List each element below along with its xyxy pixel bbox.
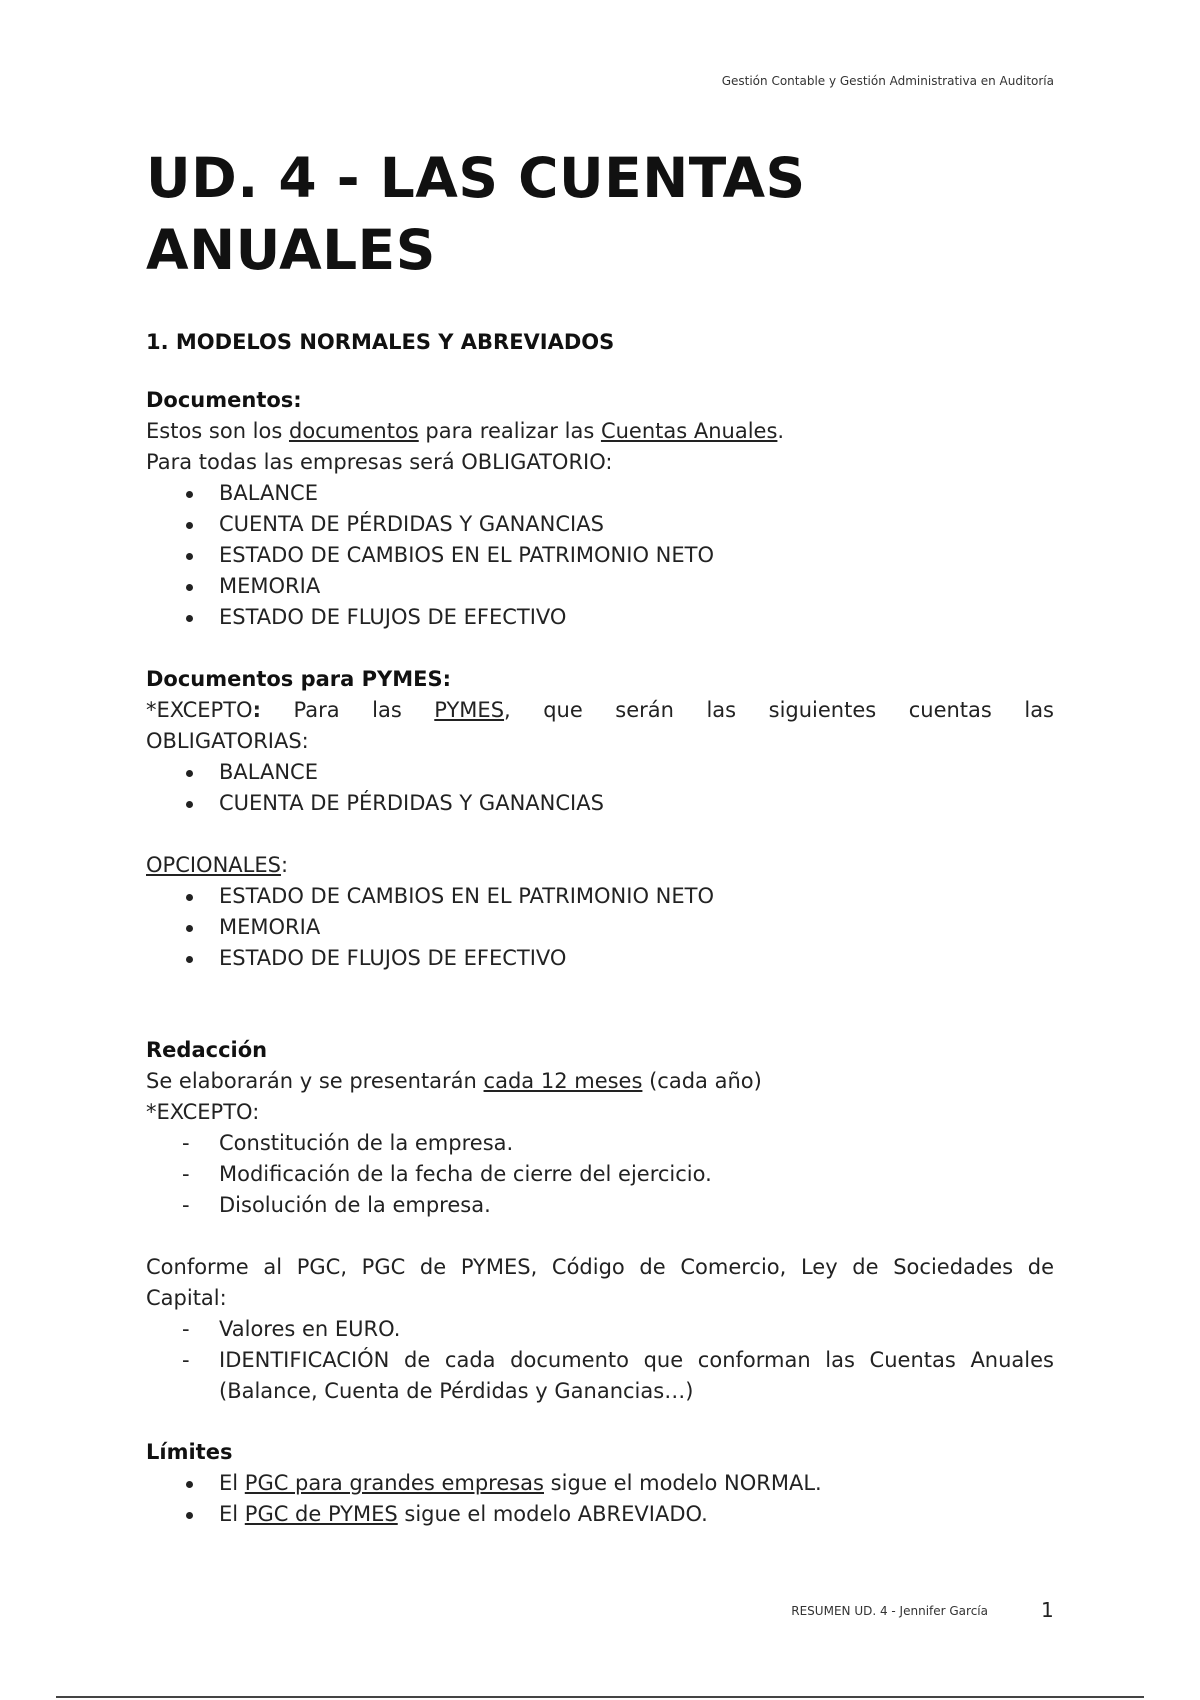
conforme-list	[146, 1314, 1054, 1407]
list-item: - IDENTIFICACIÓN de cada documento que conforman las Cuentas Anuales (Balance, Cuenta de Pérdidas y Ganancias…)	[146, 1345, 1054, 1407]
conforme-line-2: Capital:	[146, 1286, 227, 1310]
redaccion-excepto: *EXCEPTO:	[146, 1100, 260, 1124]
redaccion-heading: Redacción	[146, 1038, 268, 1062]
footer-text: RESUMEN UD. 4 - Jennifer García	[791, 1604, 988, 1618]
list-item: ESTADO DE CAMBIOS EN EL PATRIMONIO NETO	[146, 881, 1054, 912]
list-item: El PGC para grandes empresas sigue el modelo NORMAL.	[146, 1468, 1054, 1499]
documentos-heading: Documentos:	[146, 388, 302, 412]
pymes-obligatorias: OBLIGATORIAS:	[146, 729, 309, 753]
document-title	[146, 142, 1054, 286]
pymes-link: PYMES	[434, 698, 505, 722]
documentos-obligatorio: Para todas las empresas será OBLIGATORIO:	[146, 450, 613, 474]
title-line-1: UD. 4 - LAS CUENTAS	[146, 146, 806, 210]
list-item: MEMORIA	[146, 571, 1054, 602]
documentos-list	[146, 478, 1054, 633]
list-item: - Valores en EURO.	[146, 1314, 1054, 1345]
title-line-2: ANUALES	[146, 218, 436, 282]
list-item: ESTADO DE FLUJOS DE EFECTIVO	[146, 602, 1054, 633]
opcionales-list	[146, 881, 1054, 974]
pgc-grandes-link: PGC para grandes empresas	[244, 1471, 544, 1495]
list-item: MEMORIA	[146, 912, 1054, 943]
limites-heading: Límites	[146, 1440, 233, 1464]
list-item: ESTADO DE CAMBIOS EN EL PATRIMONIO NETO	[146, 540, 1054, 571]
redaccion-line: Se elaborarán y se presentarán cada 12 meses (cada año)	[146, 1069, 762, 1093]
documentos-intro: Estos son los documentos para realizar las Cuentas Anuales.	[146, 419, 785, 443]
pymes-heading: Documentos para PYMES:	[146, 667, 452, 691]
list-item: CUENTA DE PÉRDIDAS Y GANANCIAS	[146, 788, 1054, 819]
pymes-excepto: *EXCEPTO: Para las PYMES, que serán las siguientes cuentas las	[146, 698, 1055, 722]
section-heading: 1. MODELOS NORMALES Y ABREVIADOS	[146, 330, 615, 354]
page-number: 1	[1041, 1598, 1054, 1622]
list-item: El PGC de PYMES sigue el modelo ABREVIADO.	[146, 1499, 1054, 1530]
list-item: - Modificación de la fecha de cierre del ejercicio.	[146, 1159, 1054, 1190]
list-item: BALANCE	[146, 757, 1054, 788]
pgc-pymes-link: PGC de PYMES	[244, 1502, 398, 1526]
conforme-line-1: Conforme al PGC, PGC de PYMES, Código de Comercio, Ley de Sociedades de	[146, 1255, 1054, 1279]
list-item: ESTADO DE FLUJOS DE EFECTIVO	[146, 943, 1054, 974]
redaccion-list	[146, 1128, 1054, 1221]
page-divider	[56, 1696, 1144, 1698]
list-item: BALANCE	[146, 478, 1054, 509]
opcionales-label: OPCIONALES:	[146, 853, 289, 877]
cuentas-anuales-link: Cuentas Anuales	[600, 419, 778, 443]
running-header: Gestión Contable y Gestión Administrativa en Auditoría	[721, 74, 1054, 88]
documentos-link: documentos	[288, 419, 419, 443]
limites-list	[146, 1468, 1054, 1530]
pymes-list	[146, 757, 1054, 819]
list-item: - Disolución de la empresa.	[146, 1190, 1054, 1221]
document-body	[146, 142, 1054, 1530]
list-item: - Constitución de la empresa.	[146, 1128, 1054, 1159]
cada-12-meses-link: cada 12 meses	[483, 1069, 643, 1093]
list-item: CUENTA DE PÉRDIDAS Y GANANCIAS	[146, 509, 1054, 540]
